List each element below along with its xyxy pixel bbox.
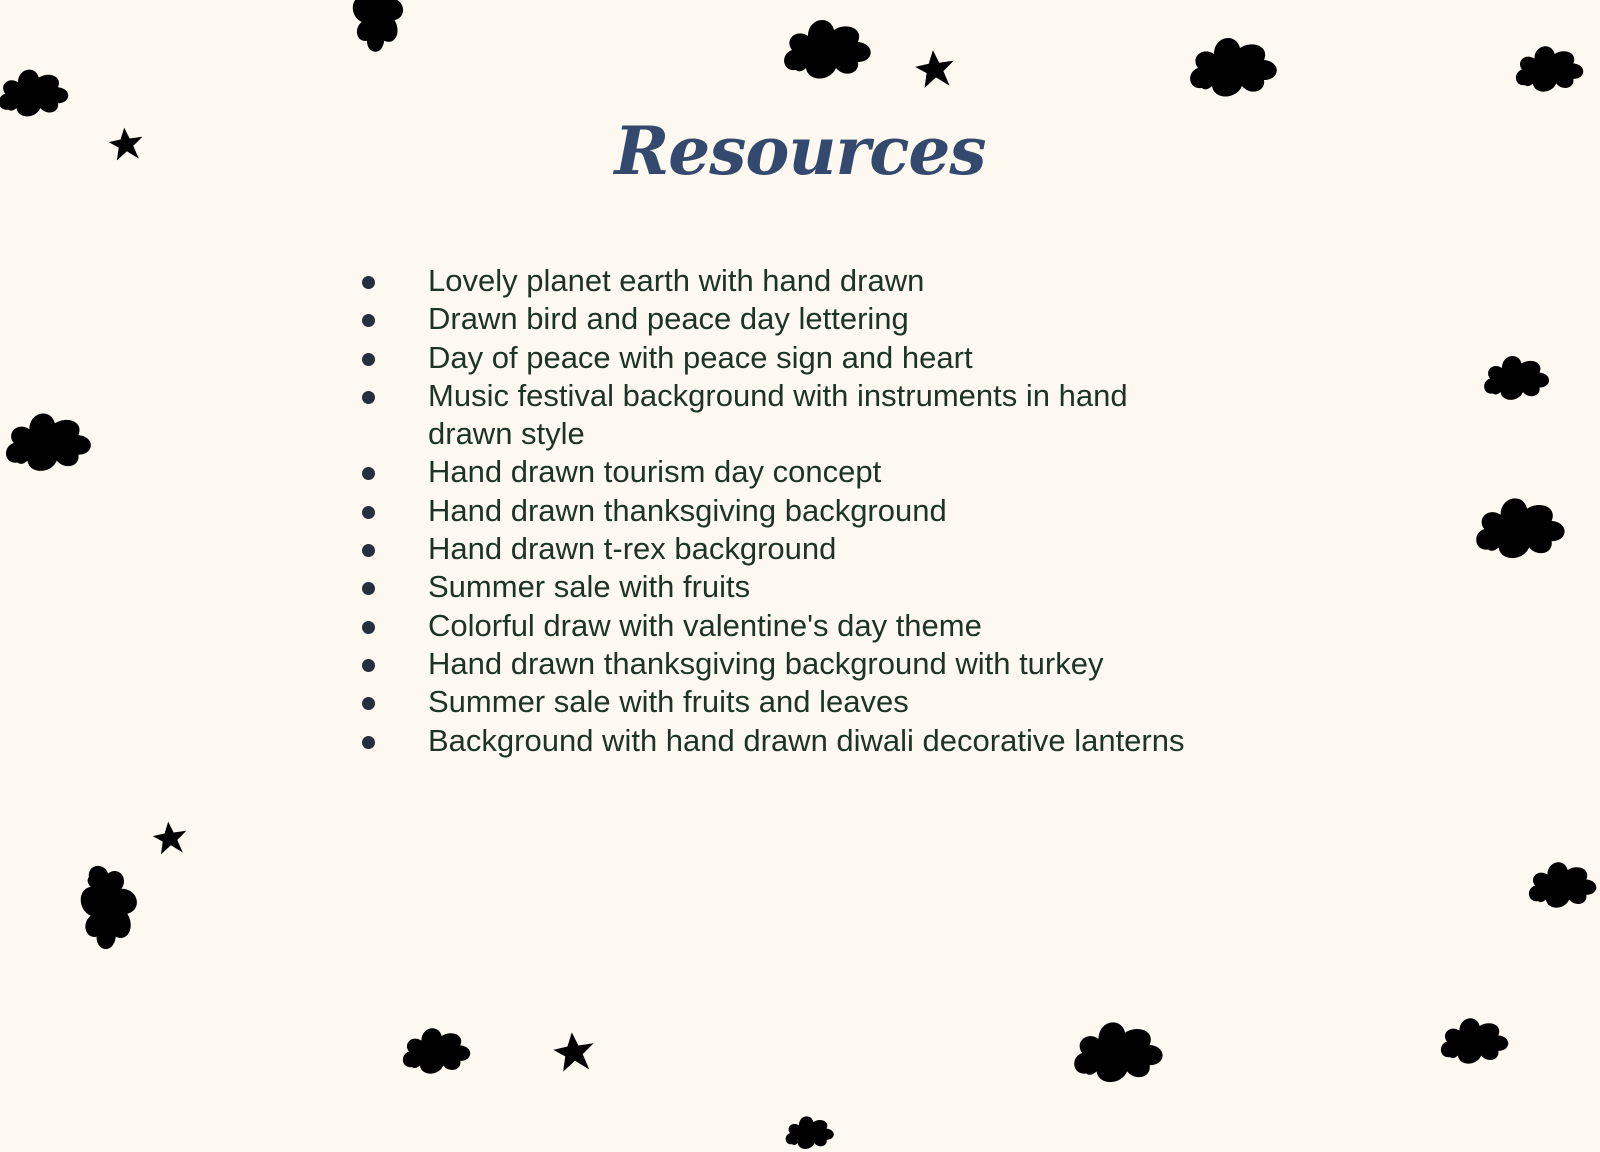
bullet-icon xyxy=(362,314,375,327)
cloud-icon xyxy=(1184,28,1284,104)
bullet-icon xyxy=(362,736,375,749)
cloud-icon xyxy=(1436,1012,1514,1068)
cloud-icon xyxy=(344,0,414,58)
cloud-icon xyxy=(1068,1012,1170,1090)
cloud-icon xyxy=(1510,40,1590,96)
cloud-icon xyxy=(398,1022,476,1078)
cloud-icon xyxy=(780,1112,840,1152)
bullet-icon xyxy=(362,621,375,634)
page-title: Resources xyxy=(614,112,986,190)
bullet-icon xyxy=(362,276,375,289)
star-icon xyxy=(148,818,192,858)
cloud-icon xyxy=(0,404,98,478)
bullet-icon xyxy=(362,659,375,672)
list-item: Day of peace with peace sign and heart xyxy=(362,339,1282,377)
list-item: Hand drawn thanksgiving background with turkey xyxy=(362,645,1282,683)
cloud-icon xyxy=(1524,856,1600,912)
list-item: Background with hand drawn diwali decorative lanterns xyxy=(362,722,1218,760)
cloud-icon xyxy=(778,10,878,86)
cloud-icon xyxy=(1470,490,1572,564)
bullet-icon xyxy=(362,582,375,595)
list-item: Summer sale with fruits xyxy=(362,568,1282,606)
list-item: Hand drawn tourism day concept xyxy=(362,453,1282,491)
bullet-icon xyxy=(362,506,375,519)
bullet-icon xyxy=(362,697,375,710)
cloud-icon xyxy=(72,860,148,956)
cloud-icon xyxy=(1478,350,1556,404)
list-item: Drawn bird and peace day lettering xyxy=(362,300,1282,338)
bullet-icon xyxy=(362,391,375,404)
star-icon xyxy=(550,1028,598,1076)
list-item: Hand drawn t-rex background xyxy=(362,530,1282,568)
list-item: Lovely planet earth with hand drawn xyxy=(362,262,1282,300)
list-item: Music festival background with instruments in hand drawn style xyxy=(362,377,1218,454)
bullet-icon xyxy=(362,467,375,480)
list-item: Colorful draw with valentine's day theme xyxy=(362,607,1282,645)
star-icon xyxy=(912,46,958,92)
list-item: Hand drawn thanksgiving background xyxy=(362,492,1282,530)
resource-list xyxy=(362,262,1282,760)
bullet-icon xyxy=(362,353,375,366)
list-item: Summer sale with fruits and leaves xyxy=(362,683,1282,721)
bullet-icon xyxy=(362,544,375,557)
